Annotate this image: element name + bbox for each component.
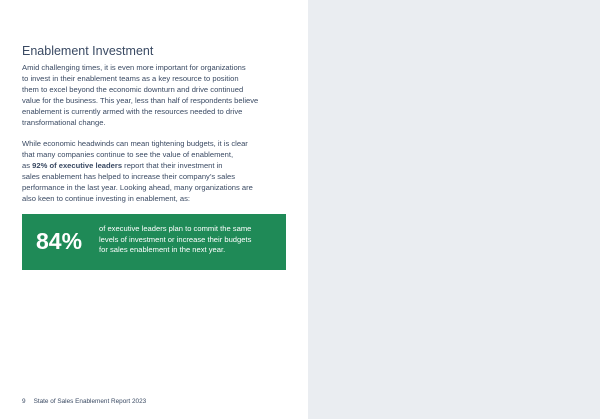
stat-description [99, 224, 251, 256]
investment-paragraph [22, 139, 294, 204]
paragraph-line: that many companies continue to see the value of enablement, [22, 149, 234, 159]
paragraph-line: transformational change. [22, 117, 106, 127]
paragraph-line: also keen to continue investing in enablement, as: [22, 193, 191, 203]
paragraph-line: to invest in their enablement teams as a key resource to position [22, 73, 239, 83]
paragraph-line: sales enablement has helped to increase their company’s sales [22, 171, 236, 181]
stat-line: for sales enablement in the next year. [99, 245, 226, 254]
page-number: 9 [22, 398, 26, 405]
paragraph-text: as [22, 160, 33, 170]
stat-line: of executive leaders plan to commit the same [99, 224, 252, 233]
paragraph-line: Amid challenging times, it is even more important for organizations [22, 63, 246, 72]
page-right-blank [308, 0, 600, 419]
paragraph-line: While economic headwinds can mean tightening budgets, it is clear [22, 139, 248, 148]
stat-callout-box [22, 214, 286, 270]
highlight-stat-text: 92% of executive leaders [32, 160, 123, 170]
report-title: State of Sales Enablement Report 2023 [33, 398, 147, 405]
paragraph-text: report that their investment in [122, 160, 223, 170]
stat-value: 84% [36, 228, 83, 254]
page-footer [22, 398, 146, 405]
paragraph-line: them to excel beyond the economic downturn and drive continued [22, 84, 244, 94]
paragraph-line: enablement is currently armed with the resources needed to drive [22, 106, 243, 116]
paragraph-line [22, 161, 294, 172]
section-heading: Enablement Investment [22, 44, 154, 58]
paragraph-line: value for the business. This year, less than half of respondents believe [22, 95, 259, 105]
paragraph-line: performance in the last year. Looking ahead, many organizations are [22, 182, 253, 192]
stat-line: levels of investment or increase their budgets [99, 234, 252, 244]
intro-paragraph [22, 63, 294, 128]
